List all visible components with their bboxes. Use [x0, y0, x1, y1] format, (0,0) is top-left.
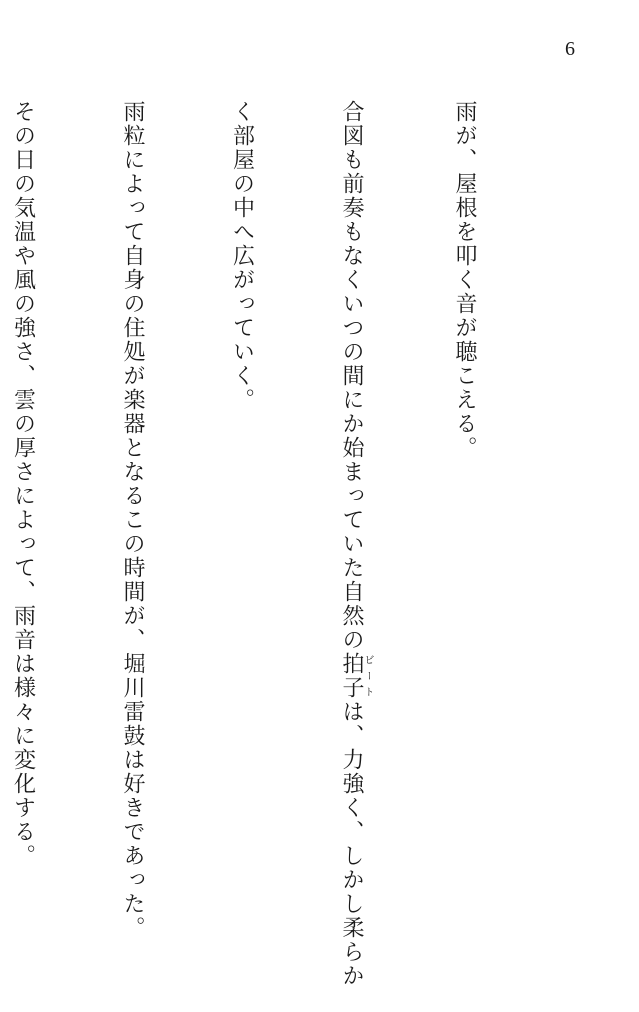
text-line: く部屋の中へ広がっていく。	[229, 100, 255, 412]
text-line: その日の気温や風の強さ、雲の厚さによって、雨音は様々に変化する。	[10, 100, 36, 868]
text-line: 雨粒によって自身の住処が楽器となるこの時間が、堀川雷鼓は好きであった。	[120, 100, 145, 940]
novel-text	[0, 100, 555, 988]
text-line: 雨が、屋根を叩く音が聴こえる。	[452, 100, 477, 460]
ruby-beat: 拍子ビート	[339, 652, 373, 700]
text-line-with-ruby: 合図も前奏もなくいつの間にか始まっていた自然の拍子ビートは、力強く、しかし柔らか	[339, 100, 373, 988]
page-number: 6	[565, 38, 575, 60]
